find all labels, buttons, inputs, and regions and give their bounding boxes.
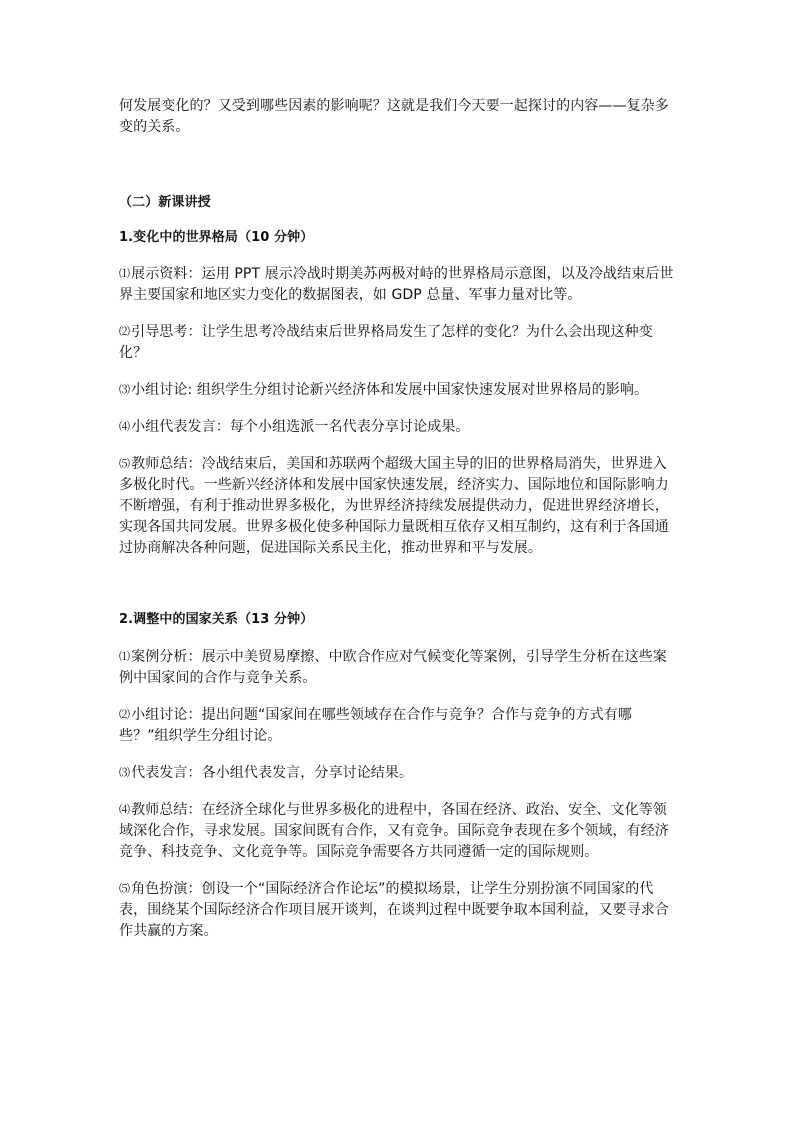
item-marker: ⑵ xyxy=(119,325,131,338)
item-text: 角色扮演：创设一个“国际经济合作论坛”的模拟场景，让学生分别扮演不同国家的代表，围绕某个国际经济合作项目展开谈判，在谈判过程中既要争取本国利益，又要寻求合作共赢的方案。 xyxy=(119,881,669,939)
item-text: 引导思考：让学生思考冷战结束后世界格局发生了怎样的变化？为什么会出现这种变化？ xyxy=(119,324,653,361)
item-marker: ⑴ xyxy=(119,650,131,663)
item-marker: ⑸ xyxy=(119,882,131,895)
item-marker: ⑶ xyxy=(119,383,131,396)
intro-paragraph: 何发展变化的？又受到哪些因素的影响呢？这就是我们今天要一起探讨的内容——复杂多变的关系。 xyxy=(119,98,669,135)
part1-item-1 xyxy=(119,263,679,306)
item-text: 小组代表发言：每个小组选派一名代表分享讨论成果。 xyxy=(131,419,470,435)
part1-item-4 xyxy=(119,416,679,438)
part1-heading: 1.变化中的世界格局（10 分钟） xyxy=(119,230,314,245)
item-marker: ⑵ xyxy=(119,708,131,721)
part2-item-4 xyxy=(119,799,679,863)
section-title: （二）新课讲授 xyxy=(119,195,211,210)
part1-item-2 xyxy=(119,321,679,364)
item-text: 教师总结：在经济全球化与世界多极化的进程中，各国在经济、政治、安全、文化等领域深化合作，寻求发展。国家间既有合作，又有竞争。国际竞争表现在多个领域，有经济竞争、科技竞争、文化竞争等。国际竞争需要各方共同遵循一定的国际规则。 xyxy=(119,802,669,860)
item-marker: ⑸ xyxy=(119,457,131,470)
item-text: 教师总结：冷战结束后，美国和苏联两个超级大国主导的旧的世界格局消失，世界进入多极化时代。一些新兴经济体和发展中国家快速发展，经济实力、国际地位和国际影响力不断增强，有利于推动世界多极化，为世界经济持续发展提供动力，促进世界经济增长，实现各国共同发展。世界多极化使多种国际力量既相互依存又相互制约，这有利于各国通过协商解决各种问题，促进国际关系民主化，推动世界和平与发展。 xyxy=(119,456,669,556)
item-marker: ⑷ xyxy=(119,420,131,433)
item-text: 展示资料：运用 PPT 展示冷战时期美苏两极对峙的世界格局示意图，以及冷战结束后世界主要国家和地区实力变化的数据图表，如 GDP 总量、军事力量对比等。 xyxy=(119,266,674,303)
item-marker: ⑷ xyxy=(119,803,131,816)
part1-item-3 xyxy=(119,379,679,401)
page-content xyxy=(119,96,679,957)
item-text: 案例分析：展示中美贸易摩擦、中欧合作应对气候变化等案例，引导学生分析在这些案例中国家间的合作与竞争关系。 xyxy=(119,649,667,686)
part2-item-5 xyxy=(119,878,679,942)
part1-item-5 xyxy=(119,453,679,559)
part2-item-1 xyxy=(119,646,679,689)
item-text: 小组讨论: 组织学生分组讨论新兴经济体和发展中国家快速发展对世界格局的影响。 xyxy=(131,382,649,398)
part2-heading: 2.调整中的国家关系（13 分钟） xyxy=(119,612,314,627)
item-text: 小组讨论：提出问题“国家间在哪些领域存在合作与竞争？合作与竞争的方式有哪些？”组织学生分组讨论。 xyxy=(119,707,632,744)
part2-item-2 xyxy=(119,704,679,747)
item-marker: ⑶ xyxy=(119,766,131,779)
item-text: 代表发言：各小组代表发言，分享讨论结果。 xyxy=(131,765,414,781)
item-marker: ⑴ xyxy=(119,267,131,280)
part2-item-3 xyxy=(119,762,679,784)
